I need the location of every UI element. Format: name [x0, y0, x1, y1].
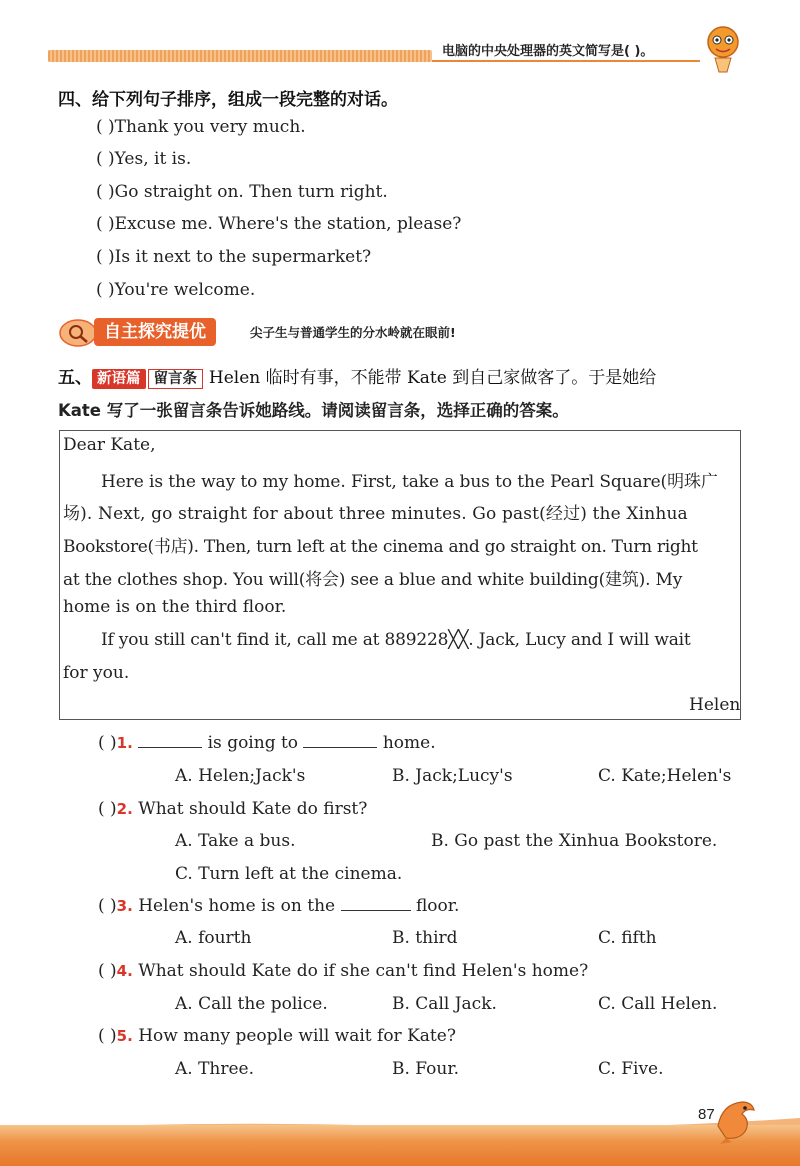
answer-paren[interactable]: ( ) [98, 733, 117, 753]
section5-intro-line2: Kate 写了一张留言条告诉她路线。请阅读留言条，选择正确的答案。 [58, 401, 569, 420]
answer-paren[interactable]: ( ) [98, 1026, 117, 1046]
letter-line: Here is the way to my home. First, take a bus to the Pearl Square(明珠广 [101, 472, 718, 492]
question-number: 4. [116, 962, 133, 980]
question-text: Helen's home is on the [138, 896, 336, 916]
fill-blank[interactable] [303, 747, 377, 748]
question-text: What should Kate do first? [138, 799, 368, 819]
mascot-icon [703, 22, 743, 74]
section5-intro [58, 363, 656, 389]
letter-line: for you. [63, 663, 130, 683]
header-decor-band [48, 50, 432, 62]
header-rule [432, 60, 700, 62]
option-c[interactable]: C. Turn left at the cinema. [175, 864, 403, 884]
tag-new-passage: 新语篇 [92, 369, 146, 389]
magnifier-icon [58, 318, 98, 348]
question-4 [98, 961, 588, 981]
option-b[interactable]: B. Go past the Xinhua Bookstore. [431, 831, 718, 851]
question-number: 1. [116, 734, 133, 752]
banner-slogan: 尖子生与普通学生的分水岭就在眼前! [250, 325, 456, 340]
list-item: ( )Thank you very much. [96, 117, 306, 137]
list-item: ( )You're welcome. [96, 280, 256, 300]
option-c[interactable]: C. fifth [598, 928, 657, 948]
option-a[interactable]: A. fourth [175, 928, 252, 948]
tag-note: 留言条 [148, 369, 204, 389]
question-number: 3. [116, 897, 133, 915]
letter-line: If you still can't find it, call me at 889228╳╳. Jack, Lucy and I will wait [101, 630, 691, 650]
section5-intro-line1: Helen 临时有事，不能带 Kate 到自己家做客了。于是她给 [208, 368, 657, 388]
letter-line: 场). Next, go straight for about three minutes. Go past(经过) the Xinhua [63, 504, 688, 524]
list-item: ( )Go straight on. Then turn right. [96, 182, 388, 202]
question-text: floor. [415, 896, 460, 916]
question-text: home. [382, 733, 436, 753]
question-5 [98, 1026, 456, 1046]
option-a[interactable]: A. Three. [175, 1059, 255, 1079]
option-b[interactable]: B. Jack;Lucy's [392, 766, 513, 786]
section5-prefix: 五、 [58, 368, 92, 388]
option-c[interactable]: C. Five. [598, 1059, 664, 1079]
page-number: 87 [698, 1106, 715, 1123]
option-b[interactable]: B. third [392, 928, 458, 948]
letter-line: Bookstore(书店). Then, turn left at the cinema and go straight on. Turn right [63, 537, 698, 557]
letter-line: at the clothes shop. You will(将会) see a blue and white building(建筑). My [63, 570, 683, 590]
section-banner: 自主探究提优 [94, 318, 216, 346]
question-2 [98, 799, 367, 819]
option-a[interactable]: A. Helen;Jack's [175, 766, 306, 786]
question-text: How many people will wait for Kate? [138, 1026, 456, 1046]
question-text: What should Kate do if she can't find Helen's home? [138, 961, 589, 981]
letter-signature: Helen [689, 695, 741, 715]
section4-title: 四、给下列句子排序，组成一段完整的对话。 [58, 90, 398, 110]
footer-band [0, 1125, 800, 1166]
list-item: ( )Yes, it is. [96, 149, 192, 169]
letter-greeting: Dear Kate, [63, 435, 156, 455]
question-text: is going to [207, 733, 299, 753]
header-trivia-question: 电脑的中央处理器的英文简写是( )。 [442, 44, 654, 59]
option-c[interactable]: C. Call Helen. [598, 994, 718, 1014]
option-b[interactable]: B. Four. [392, 1059, 460, 1079]
option-a[interactable]: A. Call the police. [175, 994, 328, 1014]
option-a[interactable]: A. Take a bus. [175, 831, 296, 851]
option-b[interactable]: B. Call Jack. [392, 994, 497, 1014]
answer-paren[interactable]: ( ) [98, 896, 117, 916]
question-number: 5. [116, 1027, 133, 1045]
question-3 [98, 896, 459, 916]
question-number: 2. [116, 800, 133, 818]
option-c[interactable]: C. Kate;Helen's [598, 766, 732, 786]
answer-paren[interactable]: ( ) [98, 799, 117, 819]
question-1 [98, 733, 436, 753]
answer-paren[interactable]: ( ) [98, 961, 117, 981]
list-item: ( )Excuse me. Where's the station, please? [96, 214, 462, 234]
letter-line: home is on the third floor. [63, 597, 287, 617]
fill-blank[interactable] [341, 910, 411, 911]
list-item: ( )Is it next to the supermarket? [96, 247, 372, 267]
fill-blank[interactable] [138, 747, 202, 748]
dolphin-mascot-icon [712, 1096, 758, 1146]
